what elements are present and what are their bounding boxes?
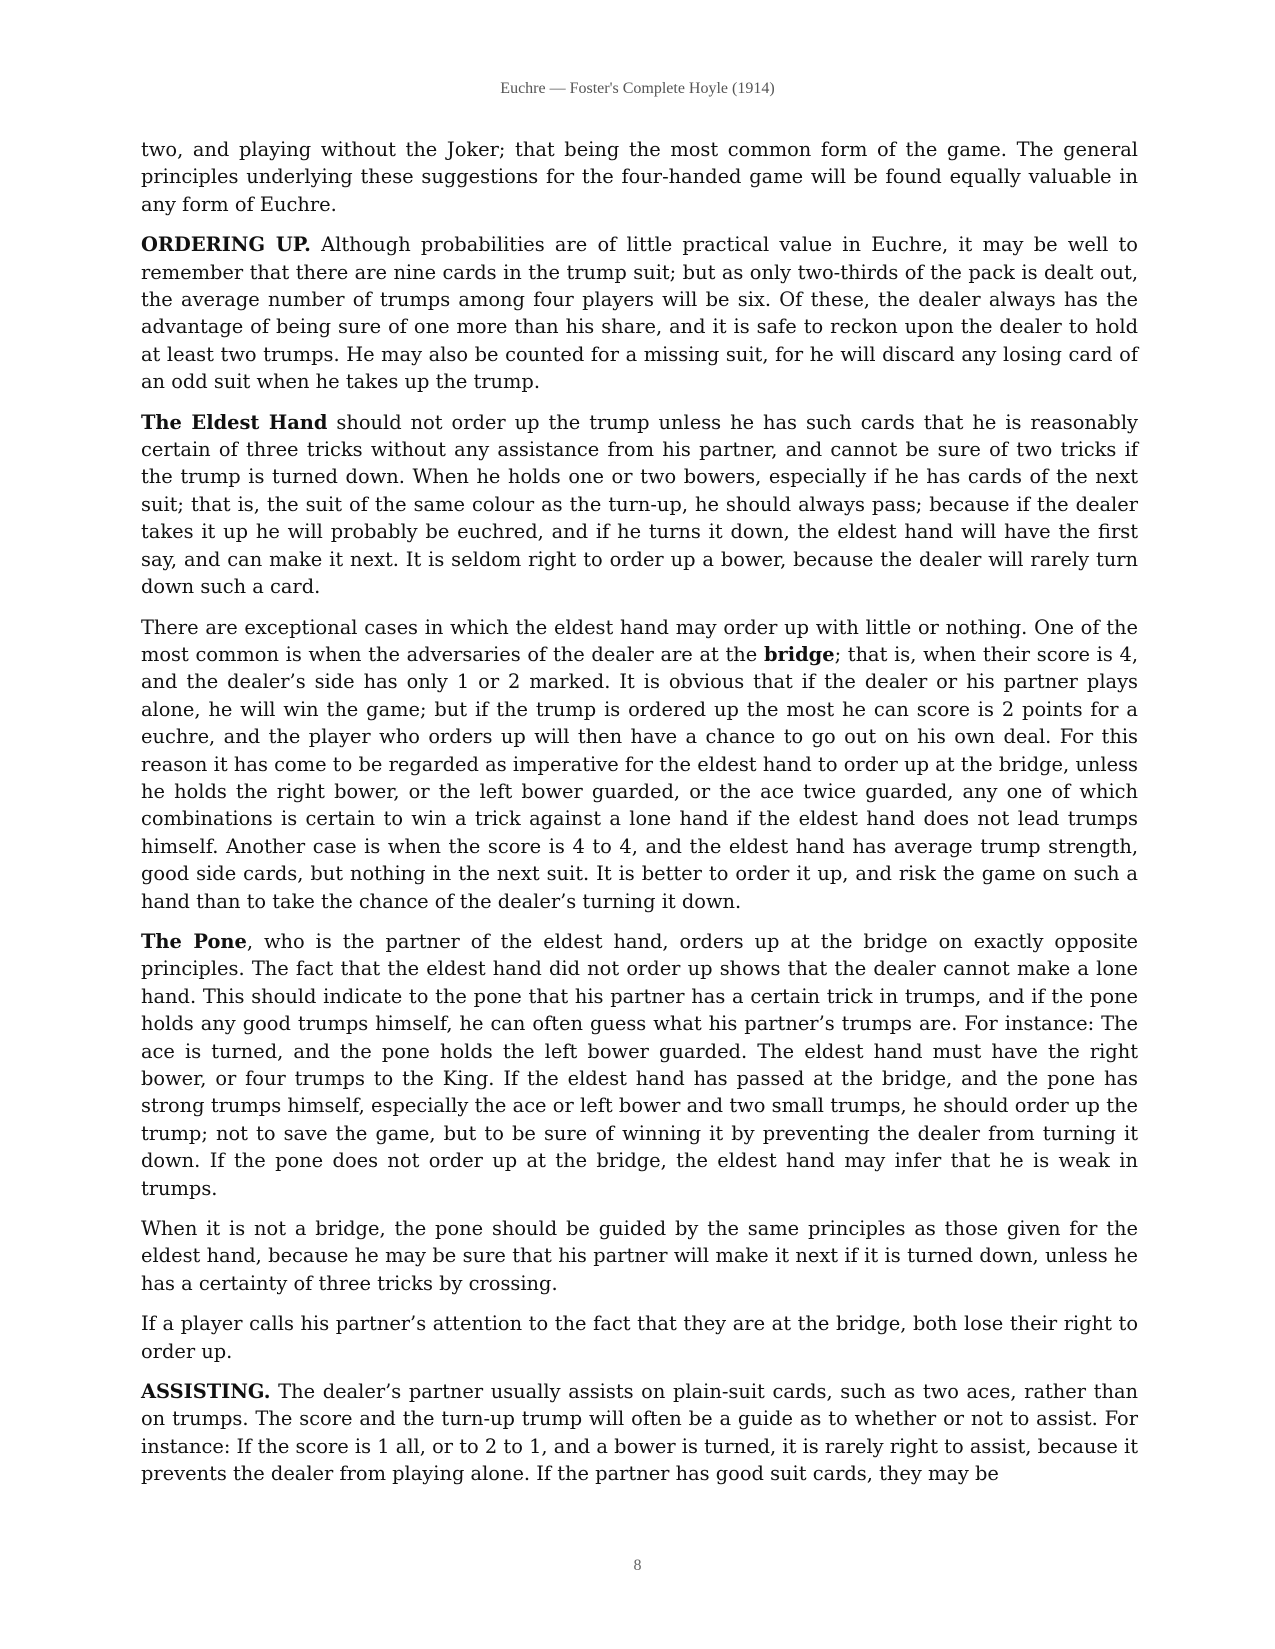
paragraph-text: ; that is, when their score is 4, and the dealer’s side has only 1 or 2 marked. It is obvious that if the dealer or his partner plays alone, he will win the game; but if the trump is ordered up the most he can score is 2 points for a euchre, and the player who orders up will then have a chance to go out on his own deal. For this reason it has come to be regarded as imperative for the eldest hand to order up at the bridge, unless he holds the right bower, or the left bower guarded, or the ace twice guarded, any one of which combinations is certain to win a trick against a lone hand if the eldest hand does not lead trumps himself. Another case is when the score is 4 to 4, and the eldest hand has average trump strength, good side cards, but nothing in the next suit. It is better to order it up, and risk the game on such a hand than to take the chance of the dealer’s turning it down. bbox=[141, 642, 1138, 913]
paragraph-not-a-bridge bbox=[141, 1215, 1138, 1297]
paragraph-assisting bbox=[141, 1378, 1138, 1488]
paragraph-continuation bbox=[141, 136, 1138, 218]
paragraph-text: The dealer’s partner usually assists on plain-suit cards, such as two aces, rather than on trumps. The score and the turn-up trump will often be a guide as to whether or not to assist. For instance: If the score is 1 all, or to 2 to 1, and a bower is turned, it is rarely right to assist, because it prevents the dealer from playing alone. If the partner has good suit cards, they may be bbox=[141, 1380, 1138, 1486]
section-heading-eldest-hand: The Eldest Hand bbox=[141, 410, 328, 434]
page-body bbox=[141, 136, 1138, 1501]
paragraph-exceptional-cases bbox=[141, 614, 1138, 915]
paragraph-eldest-hand bbox=[141, 409, 1138, 601]
section-heading-ordering-up: ORDERING UP. bbox=[141, 233, 311, 257]
paragraph-the-pone bbox=[141, 928, 1138, 1202]
paragraph-text: There are exceptional cases in which the eldest hand may order up with little or nothing. One of the most common is when the adversaries of the dealer are at the bbox=[141, 615, 1138, 666]
paragraph-ordering-up bbox=[141, 231, 1138, 395]
paragraph-text: If a player calls his partner’s attention to the fact that they are at the bridge, both lose their right to order up. bbox=[141, 1312, 1138, 1363]
section-heading-the-pone: The Pone bbox=[141, 929, 247, 953]
paragraph-text: , who is the partner of the eldest hand, orders up at the bridge on exactly opposite principles. The fact that the eldest hand did not order up shows that the dealer cannot make a lone hand. This should indicate to the pone that his partner has a certain trick in trumps, and if the pone holds any good trumps himself, he can often guess what his partner’s trumps are. For instance: The ace is turned, and the pone holds the left bower guarded. The eldest hand must have the right bower, or four trumps to the King. If the eldest hand has passed at the bridge, and the pone has strong trumps himself, especially the ace or left bower and two small trumps, he should order up the trump; not to save the game, but to be sure of winning it by preventing the dealer from turning it down. If the pone does not order up at the bridge, the eldest hand may infer that he is weak in trumps. bbox=[141, 929, 1139, 1200]
bold-term-bridge: bridge bbox=[763, 642, 835, 666]
paragraph-text: two, and playing without the Joker; that being the most common form of the game. The general principles underlying these suggestions for the four-handed game will be found equally valuable in any form of Euchre. bbox=[141, 138, 1138, 216]
paragraph-text: Although probabilities are of little practical value in Euchre, it may be well to remember that there are nine cards in the trump suit; but as only two-thirds of the pack is dealt out, the average number of trumps among four players will be six. Of these, the dealer always has the advantage of being sure of one more than his share, and it is safe to reckon upon the dealer to hold at least two trumps. He may also be counted for a missing suit, for he will discard any losing card of an odd suit when he takes up the trump. bbox=[141, 233, 1138, 394]
paragraph-partner-attention bbox=[141, 1310, 1138, 1365]
running-header: Euchre — Foster's Complete Hoyle (1914) bbox=[500, 80, 775, 97]
paragraph-text: should not order up the trump unless he has such cards that he is reasonably certain of three tricks without any assistance from his partner, and cannot be sure of two tricks if the trump is turned down. When he holds one or two bowers, especially if he has cards of the next suit; that is, the suit of the same colour as the turn-up, he should always pass; because if the dealer takes it up he will probably be euchred, and if he turns it down, the eldest hand will have the first say, and can make it next. It is seldom right to order up a bower, because the dealer will rarely turn down such a card. bbox=[141, 410, 1138, 599]
section-heading-assisting: ASSISTING. bbox=[141, 1380, 271, 1404]
paragraph-text: When it is not a bridge, the pone should be guided by the same principles as those given for the eldest hand, because he may be sure that his partner will make it next if it is turned down, unless he has a certainty of three tricks by crossing. bbox=[141, 1217, 1138, 1295]
page-number: 8 bbox=[633, 1557, 642, 1574]
